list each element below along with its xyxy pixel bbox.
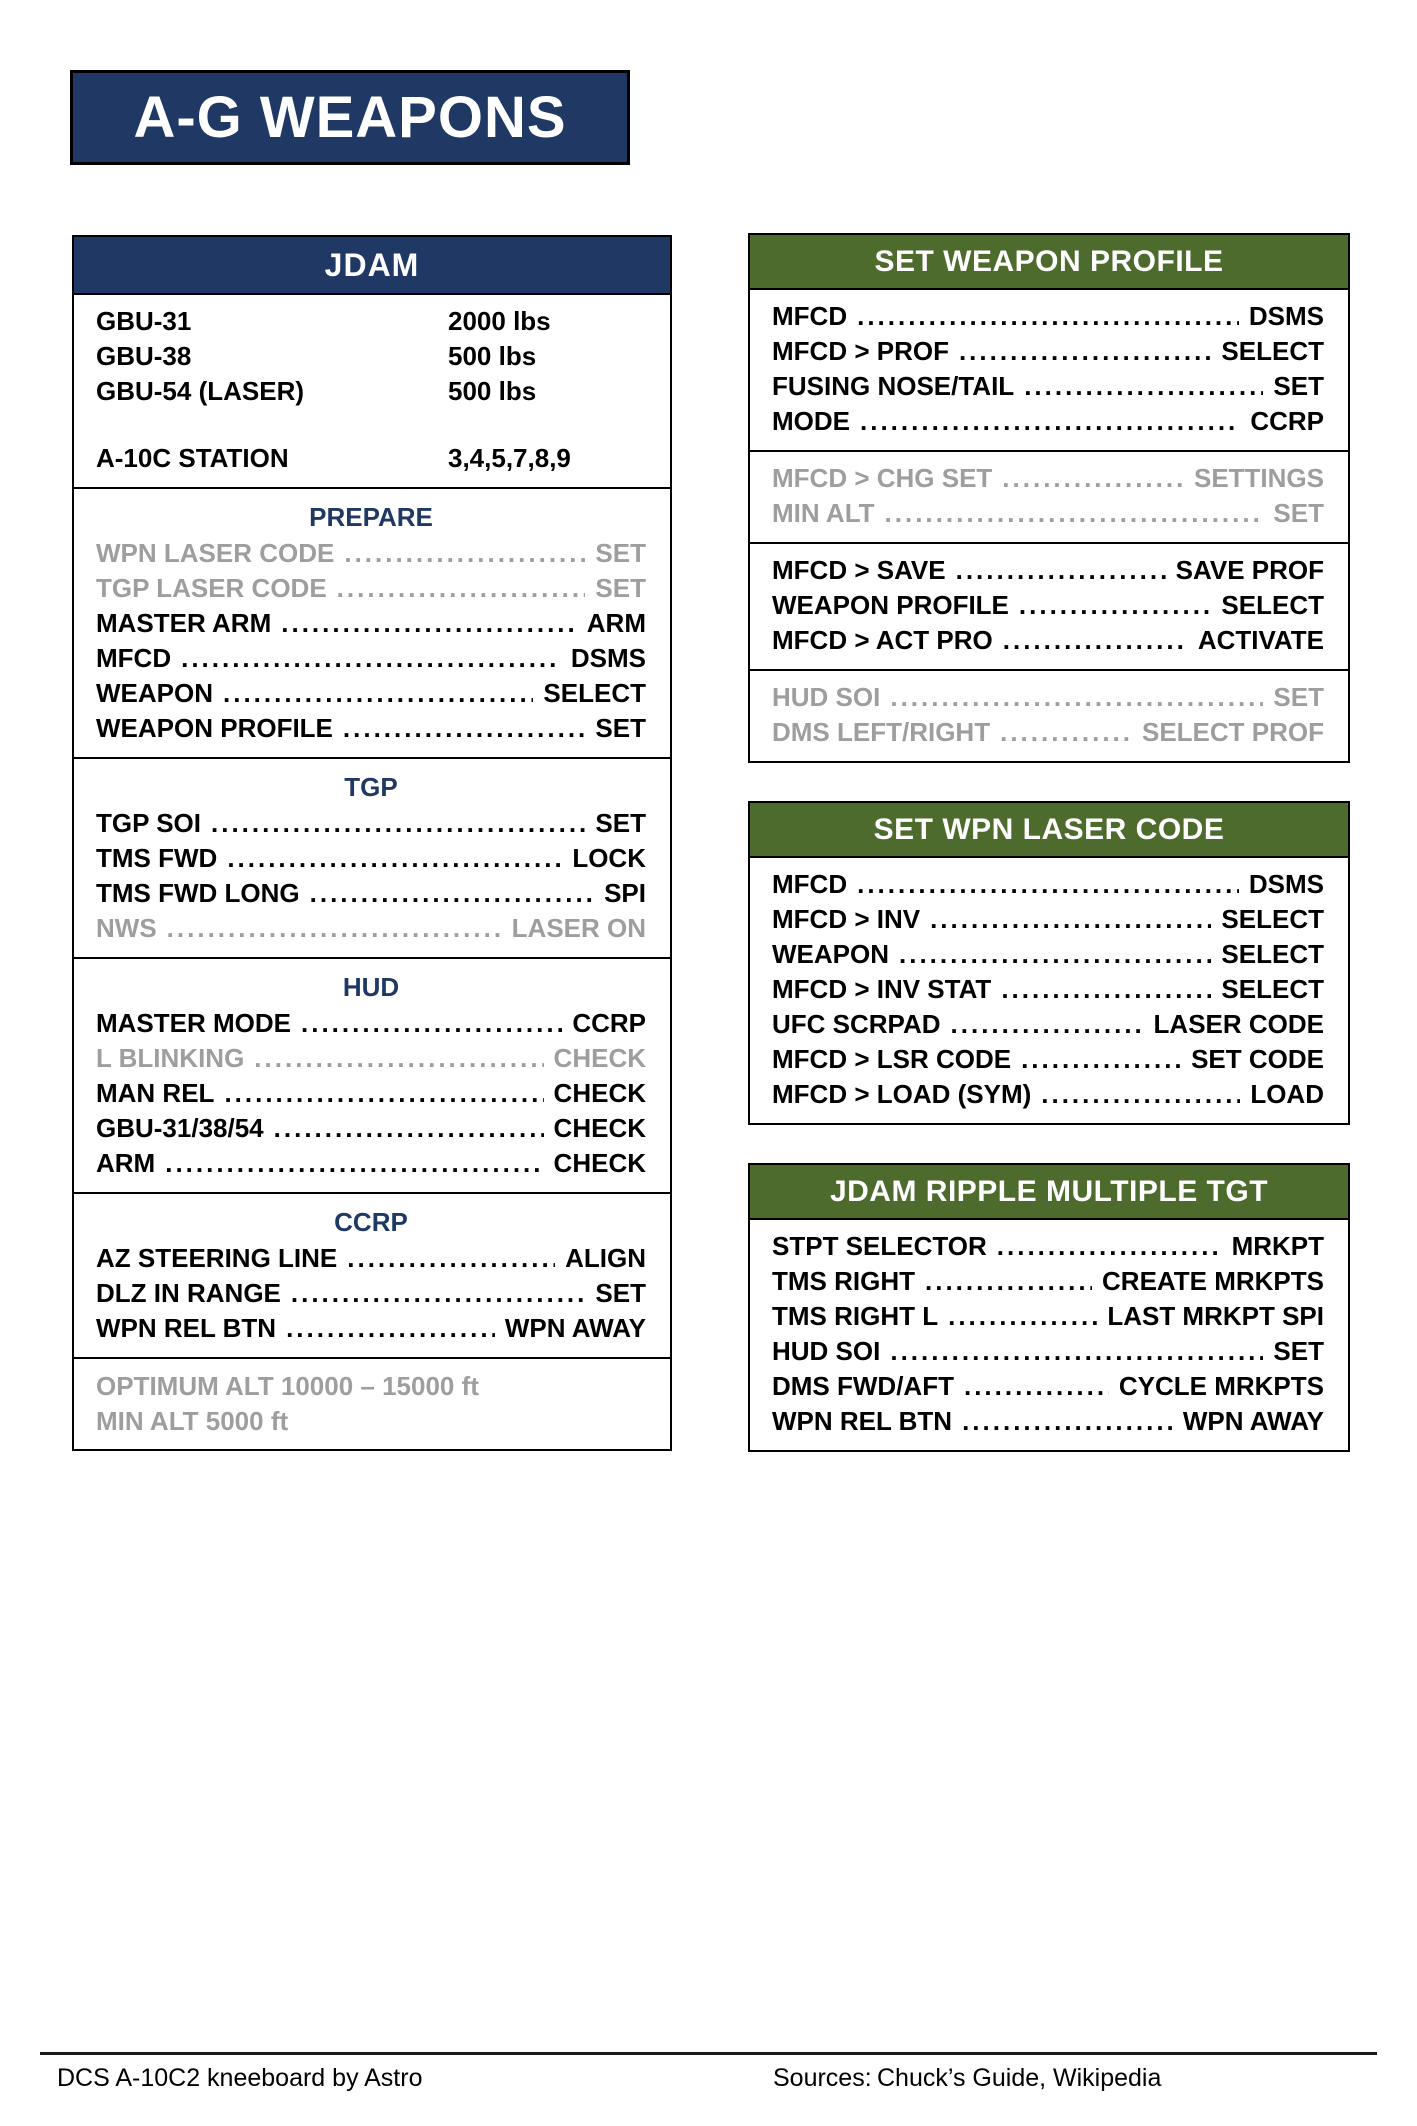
dot-leader	[860, 404, 1240, 439]
dot-leader	[310, 876, 594, 911]
row-value: LOAD	[1250, 1079, 1324, 1109]
row-value: CHECK	[553, 1148, 646, 1178]
dot-leader	[301, 1006, 562, 1041]
dot-leader	[1002, 461, 1184, 496]
row-label: HUD SOI	[772, 682, 881, 712]
row-label: UFC SCRPAD	[772, 1009, 941, 1039]
row-value: SELECT	[1221, 904, 1324, 934]
row-label: WPN REL BTN	[96, 1313, 277, 1343]
row-label: MIN ALT	[772, 498, 875, 528]
altitude-notes	[72, 1357, 672, 1451]
dot-leader	[857, 299, 1239, 334]
row-value: SET	[1273, 682, 1324, 712]
dot-leader	[274, 1111, 544, 1146]
row-label: DMS LEFT/RIGHT	[772, 717, 991, 747]
jdam-header-label: JDAM	[324, 246, 420, 283]
section-title: TGP	[344, 772, 398, 802]
row-value: ALIGN	[565, 1243, 646, 1273]
checklist-row	[772, 553, 1324, 588]
weapon-weight: 500 lbs	[448, 341, 537, 371]
row-label: WEAPON PROFILE	[772, 590, 1009, 620]
section-title: CCRP	[334, 1207, 408, 1237]
dot-leader	[337, 571, 586, 606]
checklist-row	[772, 404, 1324, 439]
row-value: CHECK	[553, 1113, 646, 1143]
checklist-row	[772, 680, 1324, 715]
checklist-row	[772, 867, 1324, 902]
dot-leader	[227, 841, 562, 876]
checklist-row	[96, 676, 646, 711]
dot-leader	[885, 496, 1264, 531]
table-row	[96, 441, 646, 476]
row-value: SET	[595, 713, 646, 743]
row-label: MODE	[772, 406, 850, 436]
row-value: SELECT	[1221, 336, 1324, 366]
dot-leader	[959, 334, 1211, 369]
panel-header	[748, 1163, 1350, 1220]
row-value: SELECT	[543, 678, 646, 708]
row-label: MFCD > CHG SET	[772, 463, 993, 493]
row-value: SELECT	[1221, 939, 1324, 969]
section-hud	[72, 957, 672, 1194]
row-value: SET	[1273, 371, 1324, 401]
weapons-table	[72, 293, 672, 489]
section-ccrp	[72, 1192, 672, 1359]
checklist-row	[772, 1229, 1324, 1264]
checklist-row	[772, 1264, 1324, 1299]
panel-group	[748, 450, 1350, 544]
checklist-row	[96, 1006, 646, 1041]
panel-header-label: JDAM RIPPLE MULTIPLE TGT	[829, 1174, 1269, 1208]
panel-group	[748, 542, 1350, 671]
row-label: MAN REL	[96, 1078, 215, 1108]
dot-leader	[899, 937, 1211, 972]
section-prepare	[72, 487, 672, 759]
dot-leader	[1003, 623, 1188, 658]
dot-leader	[1000, 715, 1132, 750]
row-label: TMS RIGHT L	[772, 1301, 939, 1331]
row-value: SELECT PROF	[1141, 717, 1324, 747]
row-value: ARM	[586, 608, 646, 638]
checklist-row	[772, 496, 1324, 531]
row-label: MFCD > PROF	[772, 336, 949, 366]
dot-leader	[286, 1311, 495, 1346]
checklist-row	[772, 1299, 1324, 1334]
row-value: SET CODE	[1191, 1044, 1324, 1074]
weapon-name: GBU-54 (LASER)	[96, 376, 305, 406]
footer-sources-value: Chuck’s Guide, Wikipedia	[877, 2064, 1162, 2092]
checklist-row	[96, 1241, 646, 1276]
jdam-header	[72, 235, 672, 295]
spacer	[96, 409, 646, 441]
row-value: SET	[595, 1278, 646, 1308]
section-title: PREPARE	[309, 502, 433, 532]
panel-jdam-ripple	[748, 1163, 1350, 1452]
row-label: HUD SOI	[772, 1336, 881, 1366]
row-label: MFCD	[772, 869, 848, 899]
row-value: CCRP	[572, 1008, 646, 1038]
dot-leader	[857, 867, 1239, 902]
row-label: MFCD	[772, 301, 848, 331]
checklist-row	[772, 715, 1324, 750]
checklist-row	[96, 911, 646, 946]
note-line: MIN ALT 5000 ft	[96, 1406, 289, 1436]
weapon-name: GBU-38	[96, 341, 192, 371]
row-label: FUSING NOSE/TAIL	[772, 371, 1015, 401]
row-label: DLZ IN RANGE	[96, 1278, 281, 1308]
row-label: TGP SOI	[96, 808, 201, 838]
row-value: LASER CODE	[1153, 1009, 1324, 1039]
checklist-row	[96, 641, 646, 676]
panel-header	[748, 233, 1350, 290]
section-title: HUD	[342, 972, 400, 1002]
row-label: GBU-31/38/54	[96, 1113, 264, 1143]
footer-credit: DCS A-10C2 kneeboard by Astro	[57, 2064, 423, 2092]
row-value: ACTIVATE	[1197, 625, 1324, 655]
dot-leader	[211, 806, 585, 841]
row-value: SPI	[604, 878, 646, 908]
panel-group	[748, 288, 1350, 452]
checklist-row	[96, 876, 646, 911]
dot-leader	[347, 1241, 555, 1276]
row-label: MFCD	[96, 643, 172, 673]
checklist-row	[772, 588, 1324, 623]
checklist-row	[772, 623, 1324, 658]
dot-leader	[925, 1264, 1092, 1299]
footer-divider	[40, 2052, 1377, 2055]
row-label: MFCD > ACT PRO	[772, 625, 993, 655]
row-value: SAVE PROF	[1175, 555, 1324, 585]
row-label: L BLINKING	[96, 1043, 245, 1073]
checklist-row	[772, 369, 1324, 404]
row-value: DSMS	[1248, 301, 1324, 331]
page-title: A-G WEAPONS	[133, 85, 567, 150]
row-label: MASTER MODE	[96, 1008, 291, 1038]
checklist-row	[96, 841, 646, 876]
jdam-column	[72, 235, 672, 1451]
row-value: SETTINGS	[1193, 463, 1324, 493]
panel-set-wpn-laser-code	[748, 801, 1350, 1125]
dot-leader	[1019, 588, 1212, 623]
row-value: LOCK	[572, 843, 646, 873]
station-label: A-10C STATION	[96, 443, 289, 473]
row-value: CCRP	[1250, 406, 1324, 436]
row-label: DMS FWD/AFT	[772, 1371, 954, 1401]
checklist-row	[96, 1041, 646, 1076]
row-value: WPN AWAY	[504, 1313, 646, 1343]
row-value: SET	[595, 573, 646, 603]
row-value: CYCLE MRKPTS	[1118, 1371, 1324, 1401]
panel-group	[748, 1218, 1350, 1452]
dot-leader	[181, 641, 561, 676]
checklist-row	[772, 299, 1324, 334]
row-label: TMS FWD LONG	[96, 878, 300, 908]
row-label: AZ STEERING LINE	[96, 1243, 338, 1273]
row-value: SELECT	[1221, 590, 1324, 620]
checklist-row	[96, 1146, 646, 1181]
row-label: MFCD > LSR CODE	[772, 1044, 1012, 1074]
checklist-row	[96, 806, 646, 841]
row-label: MFCD > INV	[772, 904, 921, 934]
row-label: WPN LASER CODE	[96, 538, 335, 568]
dot-leader	[890, 680, 1263, 715]
checklist-row	[96, 1276, 646, 1311]
checklist-row	[96, 571, 646, 606]
row-value: WPN AWAY	[1182, 1406, 1324, 1436]
dot-leader	[1041, 1077, 1240, 1112]
procedures-column	[748, 233, 1350, 1490]
checklist-row	[96, 1111, 646, 1146]
checklist-row	[772, 1369, 1324, 1404]
row-value: CHECK	[553, 1078, 646, 1108]
row-value: SET	[1273, 1336, 1324, 1366]
row-value: SET	[595, 808, 646, 838]
dot-leader	[997, 1229, 1222, 1264]
checklist-row	[772, 334, 1324, 369]
dot-leader	[951, 1007, 1144, 1042]
row-label: ARM	[96, 1148, 156, 1178]
row-label: WEAPON	[772, 939, 889, 969]
page-title-banner	[70, 70, 630, 165]
dot-leader	[344, 536, 585, 571]
weapon-weight: 2000 lbs	[448, 306, 551, 336]
dot-leader	[1024, 369, 1263, 404]
dot-leader	[281, 606, 577, 641]
checklist-row	[772, 1334, 1324, 1369]
table-row	[96, 374, 646, 409]
row-value: DSMS	[570, 643, 646, 673]
row-label: MFCD > LOAD (SYM)	[772, 1079, 1032, 1109]
row-value: DSMS	[1248, 869, 1324, 899]
checklist-row	[96, 1076, 646, 1111]
row-label: TMS RIGHT	[772, 1266, 915, 1296]
checklist-row	[96, 1311, 646, 1346]
dot-leader	[962, 1404, 1173, 1439]
dot-leader	[223, 676, 533, 711]
panel-group	[748, 856, 1350, 1125]
dot-leader	[291, 1276, 586, 1311]
dot-leader	[956, 553, 1166, 588]
row-label: WEAPON PROFILE	[96, 713, 333, 743]
dot-leader	[1001, 972, 1211, 1007]
panel-header-label: SET WPN LASER CODE	[873, 812, 1225, 846]
checklist-row	[772, 937, 1324, 972]
dot-leader	[167, 911, 502, 946]
section-tgp	[72, 757, 672, 959]
note-line: OPTIMUM ALT 10000 – 15000 ft	[96, 1371, 479, 1401]
dot-leader	[224, 1076, 543, 1111]
checklist-row	[772, 1042, 1324, 1077]
row-value: CREATE MRKPTS	[1102, 1266, 1324, 1296]
row-label: STPT SELECTOR	[772, 1231, 987, 1261]
station-value: 3,4,5,7,8,9	[448, 443, 571, 473]
row-label: NWS	[96, 913, 157, 943]
dot-leader	[165, 1146, 543, 1181]
row-label: WPN REL BTN	[772, 1406, 953, 1436]
panel-header-label: SET WEAPON PROFILE	[874, 244, 1224, 278]
checklist-row	[96, 536, 646, 571]
row-label: TGP LASER CODE	[96, 573, 327, 603]
checklist-row	[772, 461, 1324, 496]
row-label: WEAPON	[96, 678, 213, 708]
checklist-row	[772, 1007, 1324, 1042]
dot-leader	[948, 1299, 1097, 1334]
checklist-row	[772, 1404, 1324, 1439]
row-value: SET	[595, 538, 646, 568]
dot-leader	[1021, 1042, 1181, 1077]
dot-leader	[964, 1369, 1109, 1404]
panel-group	[748, 669, 1350, 763]
row-label: MFCD > INV STAT	[772, 974, 992, 1004]
panel-set-weapon-profile	[748, 233, 1350, 763]
checklist-row	[96, 711, 646, 746]
row-label: MASTER ARM	[96, 608, 272, 638]
weapon-weight: 500 lbs	[448, 376, 537, 406]
row-value: CHECK	[553, 1043, 646, 1073]
table-row	[96, 304, 646, 339]
checklist-row	[772, 1077, 1324, 1112]
row-value: LAST MRKPT SPI	[1107, 1301, 1324, 1331]
footer-sources-label: Sources:	[773, 2064, 872, 2092]
dot-leader	[254, 1041, 543, 1076]
checklist-row	[96, 606, 646, 641]
row-label: TMS FWD	[96, 843, 218, 873]
row-value: SET	[1273, 498, 1324, 528]
row-value: SELECT	[1221, 974, 1324, 1004]
panel-header	[748, 801, 1350, 858]
row-value: MRKPT	[1231, 1231, 1324, 1261]
dot-leader	[343, 711, 586, 746]
row-label: MFCD > SAVE	[772, 555, 946, 585]
row-value: LASER ON	[511, 913, 646, 943]
checklist-row	[772, 972, 1324, 1007]
dot-leader	[890, 1334, 1263, 1369]
table-row	[96, 339, 646, 374]
dot-leader	[930, 902, 1211, 937]
weapon-name: GBU-31	[96, 306, 192, 336]
checklist-row	[772, 902, 1324, 937]
